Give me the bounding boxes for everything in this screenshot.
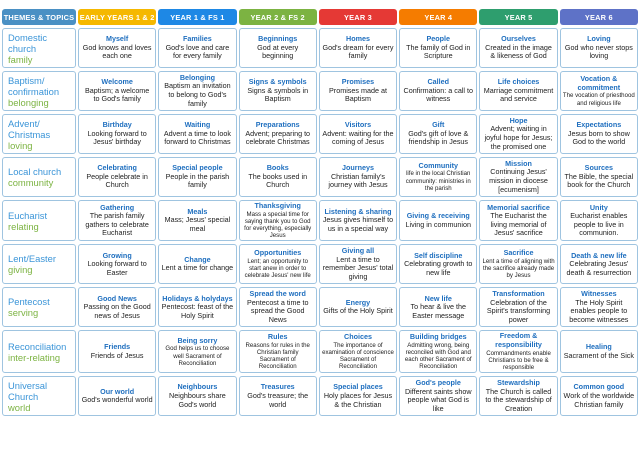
topic-title: Thanksgiving [254, 201, 301, 210]
topic-title: Signs & symbols [248, 77, 307, 87]
topic-cell [399, 287, 477, 327]
topic-cell [78, 376, 156, 416]
topic-title: Good News [97, 293, 137, 303]
topic-description: Jesus gives himself to us in a special way [322, 215, 394, 233]
theme-cell [2, 28, 76, 68]
theme-subtitle: belonging [8, 96, 49, 108]
topic-cell [239, 330, 317, 373]
topic-cell [158, 376, 236, 416]
topic-description: Advent; preparing to celebrate Christmas [245, 128, 311, 147]
table-row [2, 114, 638, 154]
topic-description: Celebrating growth to new life [404, 259, 473, 277]
topic-description: Promises made at Baptism [329, 85, 387, 104]
topic-title: Witnesses [581, 289, 617, 299]
topic-cell [158, 114, 236, 154]
topic-description: Marriage commitment and service [483, 85, 554, 104]
theme-subtitle: inter-relating [8, 351, 61, 363]
theme-cell [2, 157, 76, 197]
topic-description: Different saints show people what God is like [404, 386, 472, 413]
topic-description: Mass; Jesus' special meal [164, 215, 231, 233]
topic-title: Waiting [184, 120, 211, 130]
topic-title: Belonging [179, 72, 215, 82]
topic-title: Giving & receiving [406, 211, 470, 221]
topic-description: Sacrament of the Sick [563, 350, 634, 360]
topic-title: Gift [432, 120, 445, 130]
topic-description: Reasons for rules in the Christian family Sacrament of Reconciliation [245, 341, 310, 371]
topic-title: Beginnings [258, 34, 298, 44]
topic-cell [158, 287, 236, 327]
topic-title: Giving all [341, 246, 375, 256]
topic-title: Homes [346, 34, 370, 44]
topic-title: Special people [172, 163, 223, 173]
topic-description: Admitting wrong, being reconciled with God and each other Sacrament of Reconciliation [404, 341, 472, 371]
topic-title: Hope [509, 115, 528, 125]
topic-description: To hear & live the Easter message [410, 302, 467, 320]
theme-subtitle: world [8, 401, 31, 413]
topic-description: Confirmation: a call to witness [403, 85, 474, 104]
topic-title: Journeys [342, 163, 374, 173]
topic-cell [560, 244, 638, 284]
topic-description: Pentecost a time to spread the Good News [246, 297, 309, 324]
topic-cell [239, 71, 317, 111]
topic-title: Rules [267, 332, 288, 342]
topic-description: The books used in Church [248, 171, 308, 190]
theme-subtitle: loving [8, 139, 33, 151]
topic-title: Mission [505, 158, 532, 168]
topic-title: Welcome [101, 77, 133, 87]
topic-description: Continuing Jesus' mission in diocese [ecumenism] [489, 167, 548, 194]
topic-title: Vocation & commitment [577, 74, 621, 92]
topic-description: God at every beginning [257, 42, 299, 61]
theme-name: Pentecost [8, 296, 50, 308]
table-row [2, 200, 638, 241]
themes-table [0, 6, 640, 419]
theme-cell [2, 200, 76, 241]
topic-cell [78, 157, 156, 197]
topic-title: Meals [187, 206, 208, 216]
topic-description: God's dream for every family [322, 42, 394, 61]
topic-description: The Church is called to the stewardship of Creation [485, 386, 552, 413]
table-row [2, 71, 638, 111]
topic-title: Death & new life [571, 250, 627, 260]
topic-cell [560, 200, 638, 241]
topic-cell [239, 244, 317, 284]
topic-title: Holidays & holydays [162, 293, 233, 303]
topic-description: Gifts of the Holy Spirit [323, 306, 393, 316]
topic-cell [78, 71, 156, 111]
topic-title: Families [183, 34, 212, 44]
table-row [2, 28, 638, 68]
topic-title: Neighbours [177, 382, 218, 392]
topic-description: Friends of Jesus [90, 350, 144, 360]
topic-description: Eucharist enables people to live in communion. [570, 211, 628, 238]
column-header-7: YEAR 6 [560, 9, 638, 25]
topic-cell [319, 287, 397, 327]
topic-title: Spread the word [249, 289, 306, 299]
topic-cell [479, 244, 557, 284]
topic-description: Commandments enable Christians to be free & responsible [486, 349, 551, 371]
topic-description: The Holy Spirit enables people to become witnesses [569, 297, 629, 324]
column-header-themes: THEMES & TOPICS [2, 9, 76, 25]
topic-cell [158, 28, 236, 68]
theme-cell [2, 114, 76, 154]
topic-cell [319, 244, 397, 284]
theme-cell [2, 244, 76, 284]
topic-description: Lent a time to remember Jesus' total giving [322, 254, 394, 281]
topic-description: Looking forward to Easter [87, 259, 147, 277]
table-row [2, 157, 638, 197]
theme-subtitle: relating [8, 220, 39, 232]
topic-cell [319, 330, 397, 373]
topic-description: The family of God in Scripture [406, 42, 471, 61]
topic-cell [319, 71, 397, 111]
topic-cell [78, 114, 156, 154]
theme-name: Lent/Easter [8, 253, 56, 265]
theme-cell [2, 376, 76, 416]
topic-description: God who never stops loving [564, 42, 633, 61]
topic-title: Healing [585, 342, 612, 352]
topic-title: Treasures [260, 382, 295, 392]
topic-cell [560, 287, 638, 327]
topic-description: Passing on the Good news of Jesus [83, 302, 151, 320]
topic-cell [78, 28, 156, 68]
topic-cell [560, 330, 638, 373]
topic-description: Holy places for Jesus & the Christian [323, 390, 393, 409]
topic-description: The Bible, the special book for the Church [564, 171, 634, 190]
topic-description: Lent a time of aligning with the sacrifice already made by Jesus [482, 257, 555, 280]
topic-cell [399, 71, 477, 111]
topic-title: Birthday [102, 120, 132, 130]
topic-cell [479, 376, 557, 416]
topic-cell [239, 157, 317, 197]
topic-title: Building bridges [409, 332, 467, 342]
topic-cell [319, 114, 397, 154]
topic-cell [158, 200, 236, 241]
topic-title: God's people [415, 378, 461, 388]
topic-cell [479, 157, 557, 197]
topic-title: Energy [345, 297, 371, 307]
theme-subtitle: serving [8, 307, 39, 319]
topic-description: Neighbours share God's world [169, 390, 226, 409]
topic-title: Gathering [100, 202, 135, 212]
topic-cell [479, 114, 557, 154]
topic-title: People [426, 34, 451, 44]
column-header-2: YEAR 1 & FS 1 [158, 9, 236, 25]
topic-title: Transformation [492, 289, 545, 299]
topic-title: Our world [100, 386, 135, 396]
topic-cell [78, 244, 156, 284]
theme-name: Local church [8, 166, 62, 177]
theme-name: Advent/ Christmas [8, 117, 51, 140]
topic-cell [479, 28, 557, 68]
topic-cell [239, 287, 317, 327]
topic-description: Living in communion [405, 219, 472, 229]
topic-cell [399, 200, 477, 241]
topic-cell [158, 330, 236, 373]
topic-description: God knows and loves each one [82, 42, 152, 61]
column-header-1: EARLY YEARS 1 & 2 [78, 9, 156, 25]
topic-title: Choices [344, 332, 372, 342]
topic-description: life in the local Christian community: ministries in the parish [405, 170, 471, 192]
topic-title: Preparations [255, 120, 300, 130]
topic-cell [158, 157, 236, 197]
table-row [2, 244, 638, 284]
theme-cell [2, 287, 76, 327]
topic-cell [158, 244, 236, 284]
topic-description: Celebration of the Spirit's transforming power [486, 297, 551, 324]
topic-description: Baptism; a welcome to God's family [84, 85, 150, 104]
topic-title: Loving [587, 34, 611, 44]
topic-cell [399, 28, 477, 68]
topic-title: Expectations [576, 120, 622, 130]
topic-description: Pentecost: feast of the Holy Spirit [161, 302, 234, 320]
topic-cell [479, 71, 557, 111]
topic-cell [78, 330, 156, 373]
topic-cell [399, 376, 477, 416]
topic-description: The Eucharist the living memorial of Jesus' sacrifice [490, 211, 547, 238]
topic-title: Change [184, 254, 211, 264]
topic-description: Lent; an opportunity to start anew in order to celebrate Jesus' new life [244, 257, 311, 280]
topic-description: Advent: waiting for the coming of Jesus [322, 128, 394, 147]
topic-cell [399, 244, 477, 284]
theme-cell [2, 330, 76, 373]
topic-cell [239, 200, 317, 241]
topic-description: Looking forward to Jesus' birthday [87, 128, 147, 147]
topic-cell [78, 287, 156, 327]
theme-subtitle: giving [8, 264, 33, 276]
column-header-6: YEAR 5 [479, 9, 557, 25]
topic-description: People celebrate in Church [86, 171, 148, 190]
topic-cell [560, 376, 638, 416]
topic-cell [319, 376, 397, 416]
topic-title: Celebrating [97, 163, 137, 173]
topic-title: Community [418, 160, 459, 170]
topic-title: Sources [584, 163, 614, 173]
topic-title: Memorial sacrifice [487, 202, 550, 212]
topic-cell [158, 71, 236, 111]
topic-title: Opportunities [254, 248, 302, 258]
column-header-5: YEAR 4 [399, 9, 477, 25]
topic-title: Ourselves [501, 34, 536, 44]
table-body [2, 28, 638, 416]
theme-name: Domestic church [8, 31, 48, 54]
topic-cell [399, 157, 477, 197]
theme-name: Eucharist [8, 209, 48, 221]
topic-title: Called [427, 77, 450, 87]
topic-description: God's treasure; the world [247, 390, 309, 409]
topic-title: Sacrifice [503, 248, 534, 258]
topic-description: God's love and care for every family [165, 42, 230, 61]
topic-title: Growing [102, 250, 132, 260]
theme-cell [2, 71, 76, 111]
theme-name: Baptism/ confirmation [8, 74, 60, 97]
column-header-3: YEAR 2 & FS 2 [239, 9, 317, 25]
topic-description: Jesus born to show God to the world [567, 128, 630, 147]
topic-description: God helps us to choose well Sacrament of Reconciliation [165, 345, 230, 367]
theme-name: Universal Church [8, 379, 48, 402]
topic-title: Stewardship [497, 378, 540, 388]
topic-cell [560, 114, 638, 154]
topic-title: Special places [333, 382, 383, 392]
topic-cell [479, 330, 557, 373]
topic-description: The importance of examination of conscience Sacrament of Reconciliation [322, 341, 394, 371]
topic-cell [319, 200, 397, 241]
topic-description: God's gift of love & friendship in Jesus [408, 128, 469, 147]
topic-title: Books [266, 163, 289, 173]
topic-description: People in the parish family [165, 171, 230, 190]
topic-description: Celebrating Jesus' death & resurrection [566, 259, 632, 277]
topic-description: Lent a time for change [161, 263, 234, 273]
topic-description: Signs & symbols in Baptism [247, 85, 309, 104]
topic-title: Self discipline [414, 250, 463, 260]
topic-description: Baptism an invitation to belong to God's family [164, 81, 231, 108]
column-header-4: YEAR 3 [319, 9, 397, 25]
topic-cell [239, 376, 317, 416]
topic-title: Common good [573, 382, 625, 392]
topic-title: Freedom & responsibility [495, 331, 542, 349]
theme-subtitle: family [8, 53, 33, 65]
topic-description: Christian family's journey with Jesus [328, 171, 388, 190]
topic-title: Listening & sharing [324, 206, 392, 216]
topic-title: Myself [105, 34, 129, 44]
topic-description: The parish family gathers to celebrate Eucharist [85, 211, 149, 238]
topic-description: Advent; waiting in joyful hope for Jesus; the promised one [484, 124, 553, 151]
curriculum-chart [3, 6, 635, 419]
topic-cell [479, 287, 557, 327]
topic-description: God's wonderful world [81, 395, 153, 405]
topic-cell [479, 200, 557, 241]
topic-description: The vocation of priesthood and religious life [562, 92, 635, 107]
topic-cell [239, 114, 317, 154]
topic-cell [78, 200, 156, 241]
topic-description: Created in the image & likeness of God [485, 42, 552, 61]
topic-description: Work of the worldwide Christian family [563, 390, 635, 409]
topic-cell [239, 28, 317, 68]
theme-subtitle: community [8, 177, 54, 188]
topic-cell [319, 28, 397, 68]
topic-cell [399, 330, 477, 373]
topic-title: Promises [341, 77, 375, 87]
topic-title: Friends [104, 342, 131, 352]
topic-title: Being sorry [177, 335, 218, 345]
table-row [2, 330, 638, 373]
topic-title: New life [424, 293, 452, 303]
topic-description: Mass a special time for saying thank you to God for everything, especially Jesus [244, 210, 312, 240]
topic-title: Visitors [344, 120, 372, 130]
table-row [2, 287, 638, 327]
theme-name: Reconciliation [8, 340, 67, 352]
topic-cell [560, 157, 638, 197]
topic-cell [560, 71, 638, 111]
topic-title: Life choices [497, 77, 540, 87]
topic-cell [399, 114, 477, 154]
topic-title: Unity [589, 202, 608, 212]
table-row [2, 376, 638, 416]
topic-description: Advent a time to look forward to Christmas [163, 128, 231, 147]
topic-cell [319, 157, 397, 197]
header-row [2, 9, 638, 25]
topic-cell [560, 28, 638, 68]
